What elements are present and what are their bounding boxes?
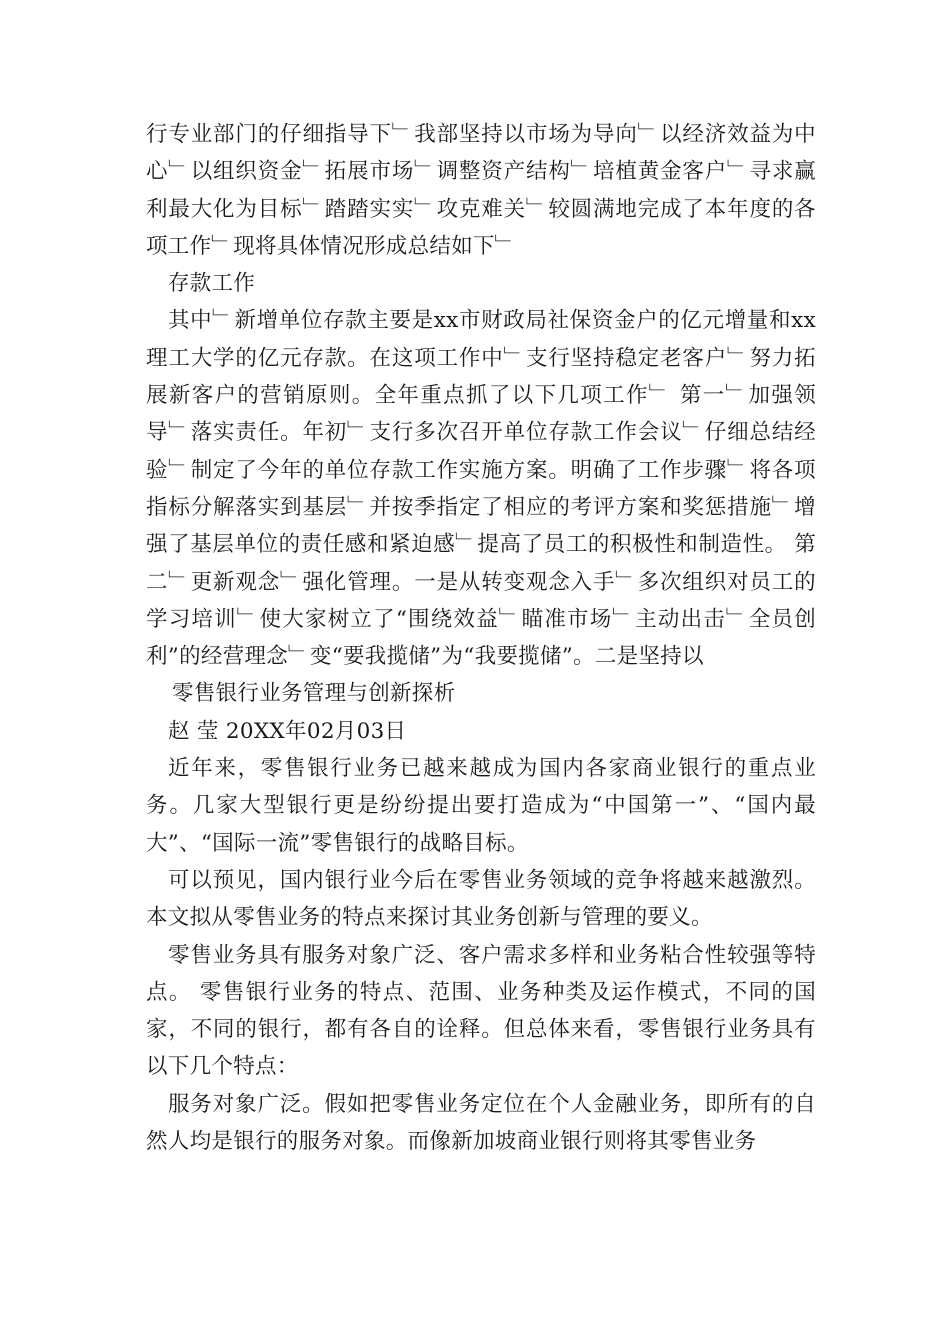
deposit-paragraph: 其中﹂新增单位存款主要是xx市财政局社保资金户的亿元增量和xx理工大学的亿元存款。在这项工作中﹂支行坚持稳定老客户﹂努力拓展新客户的营销原则。全年重点抓了以下几项工作﹂ 第一﹂加强领导﹂落实责任。年初﹂支行多次召开单位存款工作会议﹂仔细总结经验﹂制定了今年的单位存款工作实施方案。明确了工作步骤﹂将各项指标分解落实到基层﹂并按季指定了相应的考评方案和奖惩措施﹂增强了基层单位的责任感和紧迫感﹂提高了员工的积极性和制造性。 第二﹂更新观念﹂强化管理。一是从转变观念入手﹂多次组织对员工的学习培训﹂使大家树立了“围绕效益﹂瞄准市场﹂主动出击﹂全员创利”的经营理念﹂变“要我揽储”为“我要揽储”。二是坚持以 xyxy=(146,308,816,670)
body-paragraph-4: 服务对象广泛。假如把零售业务定位在个人金融业务，即所有的自然人均是银行的服务对象。而像新加坡商业银行则将其零售业务 xyxy=(146,1091,816,1155)
author-date-line: 赵 莹 20XX年02月03日 xyxy=(168,718,407,744)
section-heading-deposit: 存款工作 xyxy=(168,271,256,297)
body-paragraph-3: 零售业务具有服务对象广泛、客户需求多样和业务粘合性较强等特点。 零售银行业务的特点、范围、业务种类及运作模式，不同的国家，不同的银行，都有各自的诠释。但总体来看，零售银行业务具有以下几个特点： xyxy=(146,942,816,1080)
intro-paragraph: 行专业部门的仔细指导下﹂我部坚持以市场为导向﹂以经济效益为中心﹂以组织资金﹂拓展市场﹂调整资产结构﹂培植黄金客户﹂寻求赢利最大化为目标﹂踏踏实实﹂攻克难关﹂较圆满地完成了本年度的各项工作﹂现将具体情况形成总结如下﹂ xyxy=(146,122,816,259)
document-page xyxy=(146,116,816,1160)
body-paragraph-2: 可以预见，国内银行业今后在零售业务领域的竞争将越来越激烈。本文拟从零售业务的特点来探讨其业务创新与管理的要义。 xyxy=(146,867,816,931)
article-title: 零售银行业务管理与创新探析 xyxy=(172,681,456,707)
body-paragraph-1: 近年来，零售银行业务已越来越成为国内各家商业银行的重点业务。几家大型银行更是纷纷提出要打造成为“中国第一”、“国内最大”、“国际一流”零售银行的战略目标。 xyxy=(146,756,816,856)
